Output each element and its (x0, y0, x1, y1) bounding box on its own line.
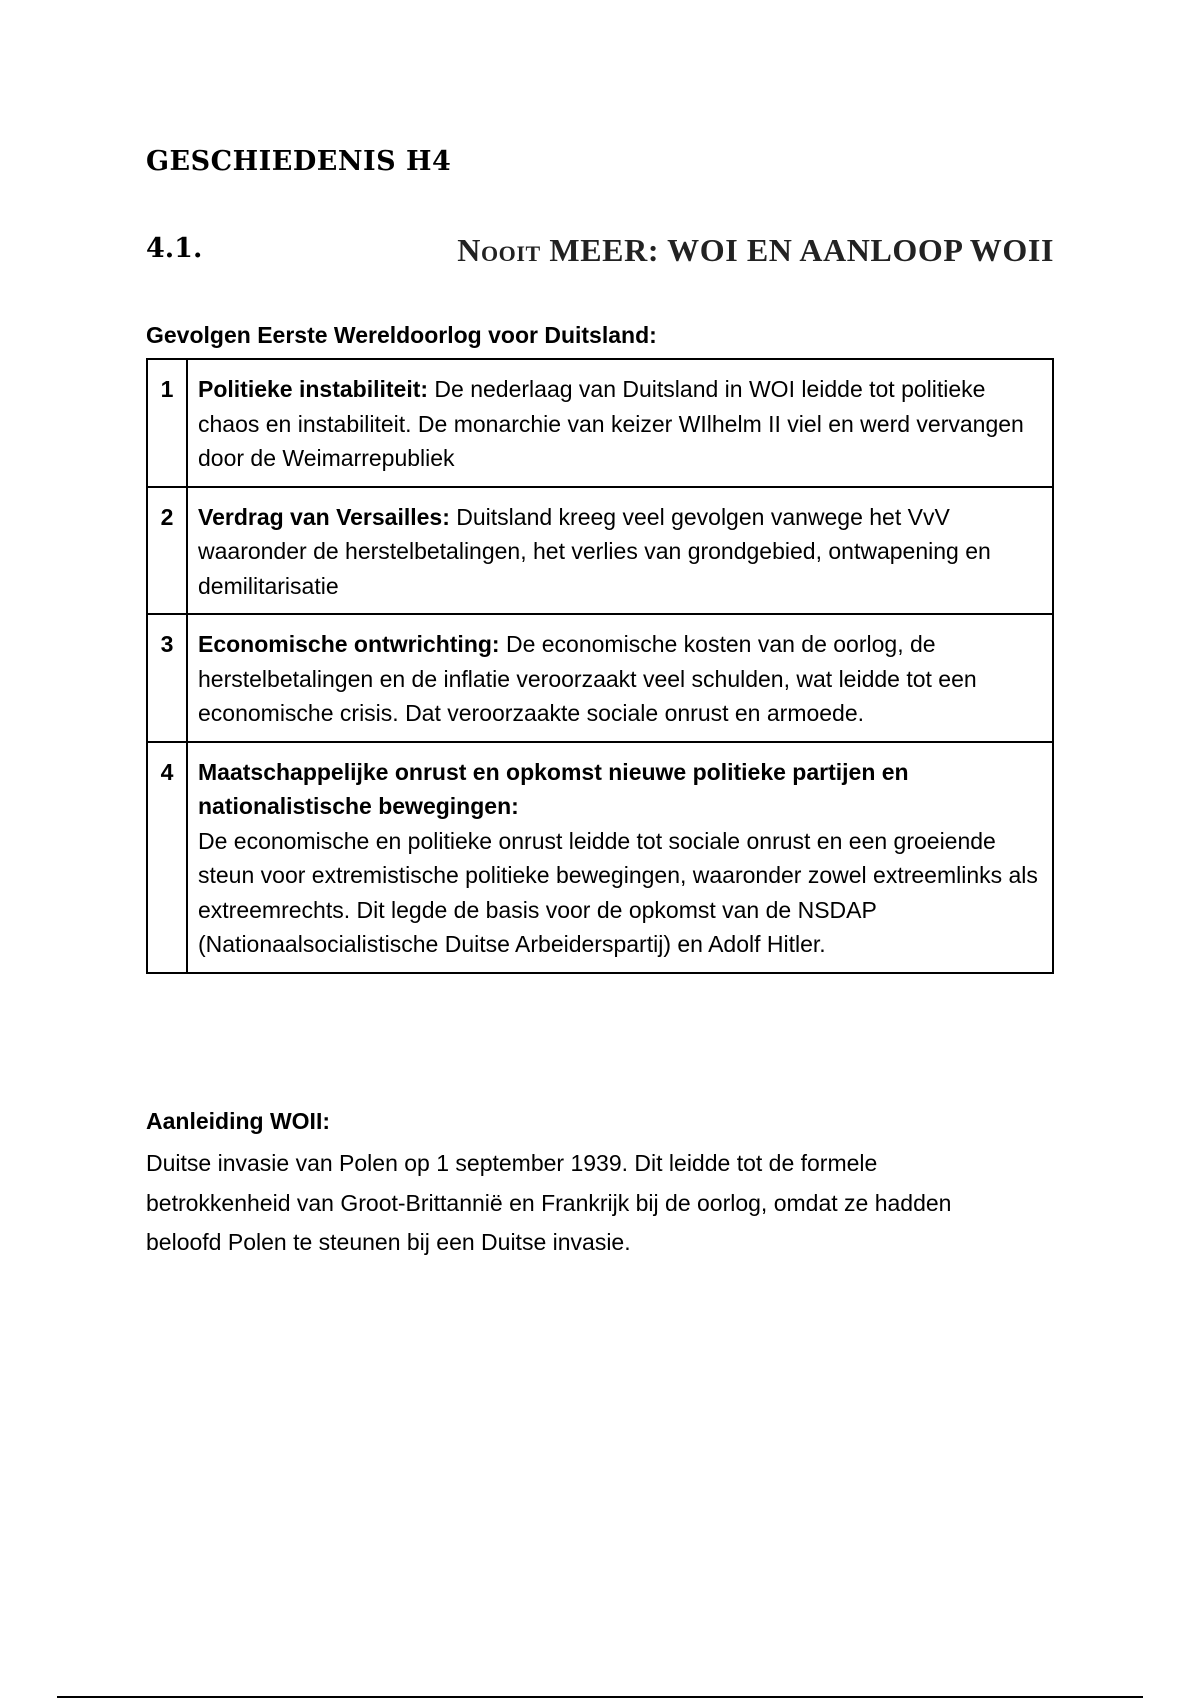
item-label: Verdrag van Versailles: (198, 503, 450, 530)
section-title: Nooit MEER: WOI EN AANLOOP WOII (457, 232, 1054, 268)
item-label: Economische ontwrichting: (198, 631, 500, 657)
item-text: De economische kosten van de oorlog, de herstelbetalingen en de inflatie veroorzaakt veel schulden, wat leidde tot een economische crisis. Dat veroorzaakte sociale onrust en armoede. (198, 631, 977, 726)
item-text: De economische en politieke onrust leidde tot sociale onrust en een groeiende steun voor extremistische politieke bewegingen, waaronder zowel extreemlinks als extreemrechts. Dit legde de basis voor de opkomst van de NSDAP (Nationaalsocialistische Duitse Arbeiderspartij) en Adolf Hitler. (198, 827, 1038, 957)
item-number: 4 (147, 742, 187, 973)
aanleiding-heading: Aanleiding WOII: (146, 1108, 330, 1134)
gevolgen-heading: Gevolgen Eerste Wereldoorlog voor Duitsland: (146, 322, 657, 348)
item-content (187, 614, 1053, 742)
table-row (147, 359, 1053, 487)
footer-divider (57, 1696, 1143, 1698)
item-text: Duitsland kreeg veel gevolgen vanwege het VvV waaronder de herstelbetalingen, het verlies van grondgebied, ontwapening en demilitarisatie (198, 503, 991, 599)
gevolgen-table (146, 358, 1054, 974)
table-row (147, 487, 1053, 615)
item-number: 1 (147, 359, 187, 487)
table-row (147, 614, 1053, 742)
document-title: GESCHIEDENIS H4 (146, 146, 452, 177)
table-row (147, 742, 1053, 973)
item-content (187, 742, 1053, 973)
item-label: Maatschappelijke onrust en opkomst nieuwe politieke partijen en nationalistische bewegingen: (198, 758, 909, 819)
section-number: 4.1. (146, 233, 203, 264)
item-number: 2 (147, 487, 187, 615)
item-number: 3 (147, 614, 187, 742)
aanleiding-text: Duitse invasie van Polen op 1 september 1939. Dit leidde tot de formele betrokkenheid van Groot-Brittannië en Frankrijk bij de oorlog, omdat ze hadden beloofd Polen te steunen bij een Duitse invasie. (146, 1150, 952, 1255)
item-text: De nederlaag van Duitsland in WOI leidde tot politieke chaos en instabiliteit. De monarchie van keizer WIlhelm II viel en werd vervangen door de Weimarrepubliek (198, 376, 1024, 471)
item-content (187, 359, 1053, 487)
item-content (187, 487, 1053, 615)
item-label: Politieke instabiliteit: (198, 376, 429, 402)
